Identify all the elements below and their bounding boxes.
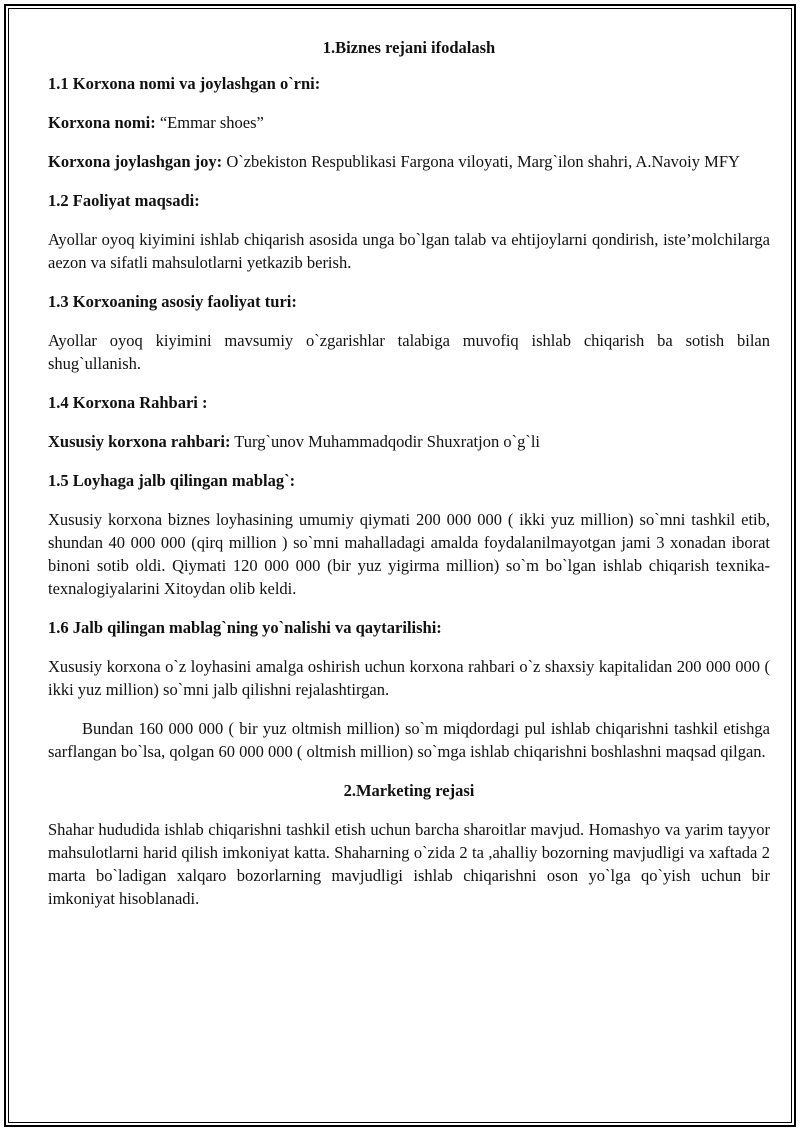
paragraph-1-3: Ayollar oyoq kiyimini mavsumiy o`zgarishlar talabiga muvofiq ishlab chiqarish ba sotish bilan shug`ullanish. [48,331,770,373]
director-line [48,430,770,453]
section-title-2: 2.Marketing rejasi [343,781,475,800]
company-location-label: Korxona joylashgan joy: [48,152,223,171]
paragraph-1-2: Ayollar oyoq kiyimini ishlab chiqarish asosida unga bo`lgan talab va ehtijoylarni qondirish, iste’molchilarga aezon va sifatli mahsulotlarni yetkazib berish. [48,230,770,272]
heading-1-5: 1.5 Loyhaga jalb qilingan mablag`: [48,471,296,490]
company-location-line [48,150,770,173]
company-location-value: O`zbekiston Respublikasi Fargona viloyati, Marg`ilon shahri, A.Navoiy MFY [226,152,740,171]
section-title-1: 1.Biznes rejani ifodalash [322,38,496,57]
heading-1-1: 1.1 Korxona nomi va joylashgan o`rni: [48,74,321,93]
paragraph-1-6-b: Bundan 160 000 000 ( bir yuz oltmish million) so`m miqdordagi pul ishlab chiqarishni tashkil etishga sarflangan bo`lsa, qolgan 60 000 000 ( oltmish million) so`mga ishlab chiqarishni boshlashni maqsad qilgan. [48,719,770,761]
paragraph-1-6-a: Xususiy korxona o`z loyhasini amalga oshirish uchun korxona rahbari o`z shaxsiy kapitalidan 200 000 000 ( ikki yuz million) so`mni jalb qilishni rejalashtirgan. [48,657,770,699]
company-name-label: Korxona nomi: [48,113,156,132]
heading-1-2: 1.2 Faoliyat maqsadi: [48,191,200,210]
heading-1-3: 1.3 Korxoaning asosiy faoliyat turi: [48,292,297,311]
heading-1-6: 1.6 Jalb qilingan mablag`ning yo`nalishi va qaytarilishi: [48,618,442,637]
director-value: Turg`unov Muhammadqodir Shuxratjon o`g`li [234,432,540,451]
document-body [48,36,770,910]
paragraph-2: Shahar hududida ishlab chiqarishni tashkil etish uchun barcha sharoitlar mavjud. Homashyo va yarim tayyor mahsulotlarni harid qilish imkoniyat katta. Shaharning o`zida 2 ta ,ahalliy bozorning mavjudligi va xaftada 2 marta bo`ladigan xalqaro bozorlarning mavjudligi ishlab chiqarishni oson yo`lga qo`yish uchun bir imkoniyat hisoblanadi. [48,820,770,908]
company-name-value: “Emmar shoes” [159,113,264,132]
company-name-line [48,111,770,134]
director-label: Xususiy korxona rahbari: [48,432,231,451]
paragraph-1-5: Xususiy korxona biznes loyhasining umumiy qiymati 200 000 000 ( ikki yuz million) so`mni tashkil etib, shundan 40 000 000 (qirq million ) so`mni mahalladagi amalda foydalanilmayotgan jami 3 xonadan iborat binoni sotib oldi. Qiymati 120 000 000 (bir yuz yigirma million) so`m bo`lgan ishlab chiqarish texnika-texnalogiyalarini Xitoydan olib keldi. [48,510,770,598]
heading-1-4: 1.4 Korxona Rahbari : [48,393,208,412]
